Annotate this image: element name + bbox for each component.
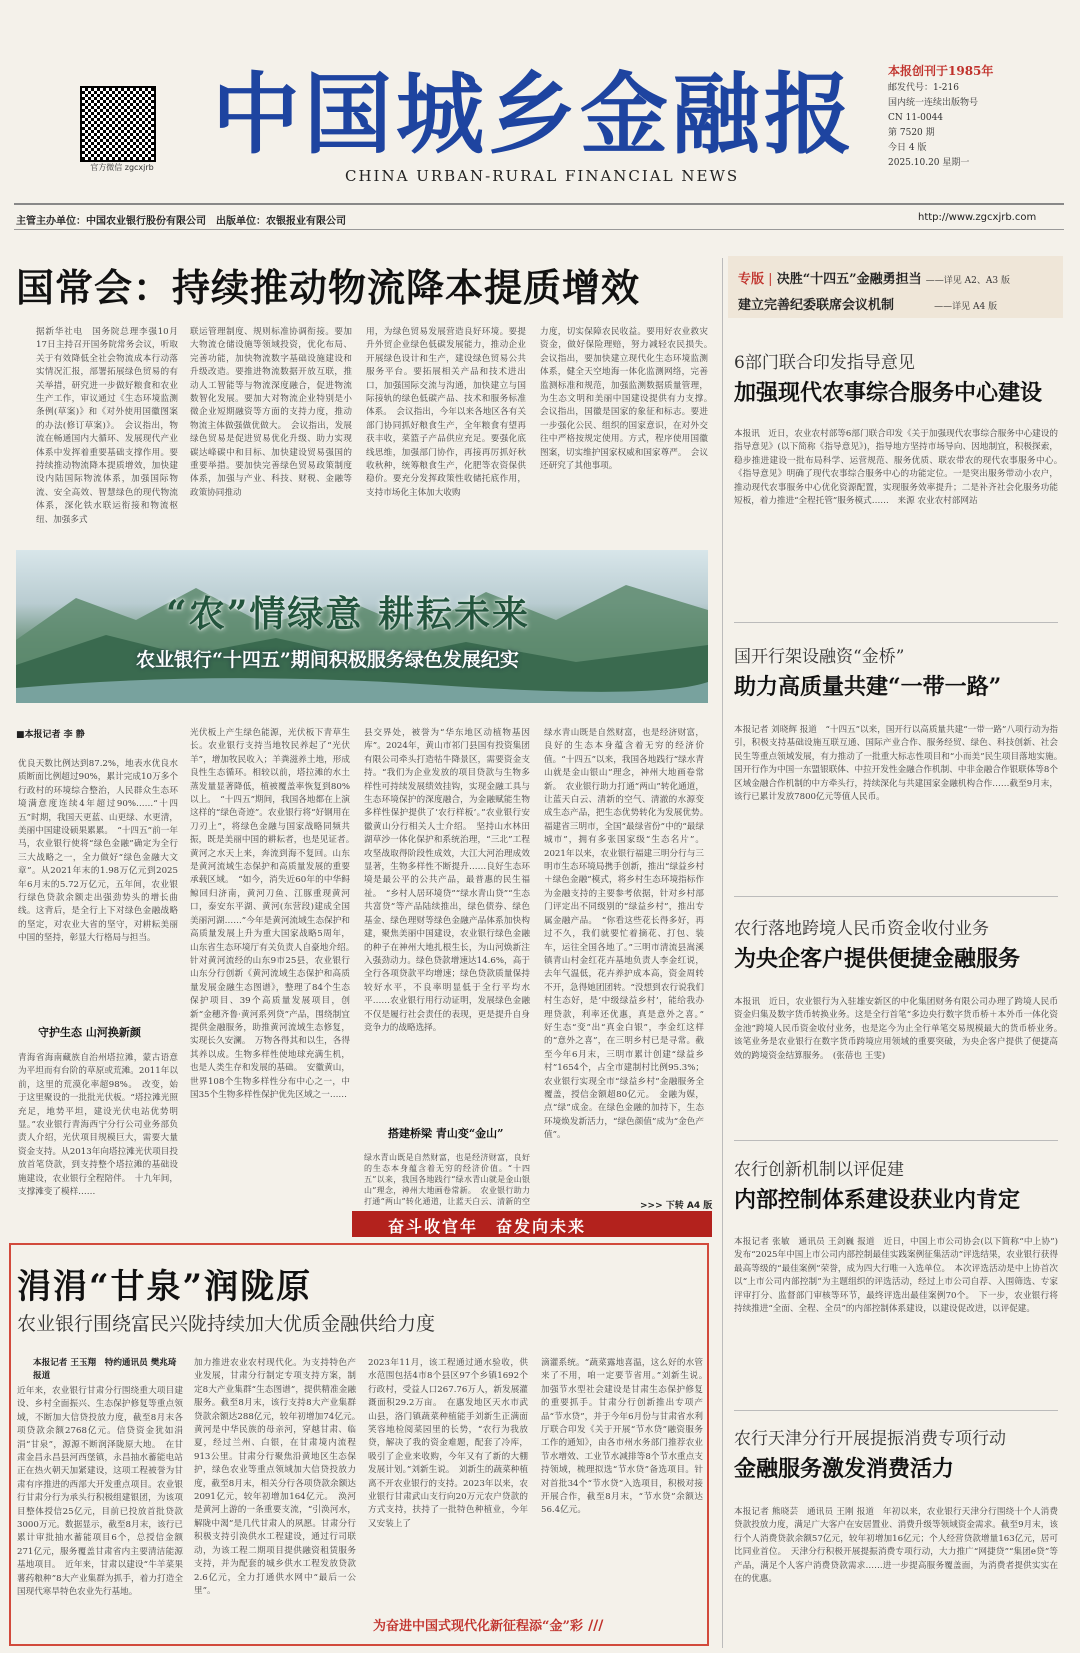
special-ref-2: ——详见 A4 版	[934, 302, 998, 312]
sponsor-divider	[14, 229, 1064, 230]
masthead	[0, 0, 1080, 205]
special-label: 专版	[738, 272, 765, 287]
article-5-body: 本报记者 熊晓芸 通讯员 王刚 报道 年初以来，农业银行天津分行围绕十个人消费贷款投放力度，满足广大客户在安居置业、消费升级等领域资金需求。截至9月末，该行个人消费贷款余额57亿元，较年初增加16亿元；个人经营贷款增量163亿元，居可比同业首位。 天津分行积极开展提振消费专项行动，大力推广“网捷贷”“集团e贷”等产品，满足个人客户消费贷款需求……进一步提高服务覆盖面，为消费者提供实实在在的优惠。	[734, 1507, 1058, 1585]
article-3-body: 本报讯 近日，农业银行为入驻雄安新区的中化集团财务有限公司办理了跨境人民币资金归集及数字货币转换业务。这是全行首笔“多边央行数字货币桥＋本外币一体化资金池”跨境人民币资金收付业务，也是迄今为止全行单笔交易规模最大的货币桥业务。 该笔业务是农业银行在数字货币跨境应用领域的重要突破，为央企客户提供了便捷高效的跨境资金结算服务。 (张蓓也 王雯)	[734, 997, 1058, 1061]
slogan-top: 奋斗收官年 奋发向未来	[388, 1217, 587, 1236]
special-line-1	[738, 268, 1010, 287]
gansu-story-box	[9, 1243, 709, 1646]
masthead-english: CHINA URBAN-RURAL FINANCIAL NEWS	[345, 167, 740, 185]
feature-subhead-2: 搭建桥梁 青山变“金山”	[388, 1127, 504, 1140]
special-line2-title: 建立完善纪委联席会议机制	[738, 298, 895, 313]
issue-number: 第 7520 期	[888, 128, 935, 138]
article-4-title: 内部控制体系建设获业内肯定	[734, 1187, 1021, 1213]
gansu-headline: 涓涓“甘泉”润陇原	[17, 1267, 313, 1307]
article-2-title: 助力高质量共建“一带一路”	[734, 674, 1002, 700]
slogan-bar	[352, 1211, 712, 1237]
banner-subtitle: 农业银行“十四五”期间积极服务绿色发展纪实	[136, 649, 519, 671]
lead-column-2: 联运管理制度、规则标准协调衔接。要加大物流仓储设施等领域投资，优化布局、完善功能，加快物流数字基础设施建设和升级改造。要推进物流数据开放互联，推动人工智能等与物流深度融合，促进物流数智化发展。要加大对物流企业特别是小微企业短期融资等方面的支持力度，推动物流主体做强做优做大。 会议指出，发展绿色贸易是促进贸易优化升级、助力实现碳达峰碳中和目标、加快建设贸易强国的重要举措。要加快完善绿色贸易政策制度体系，加强与产业、科技、财税、金融等政策协同推动	[190, 327, 352, 498]
special-title: 决胜“十四五”金融勇担当	[776, 272, 922, 287]
sidebar-divider	[722, 258, 723, 1648]
gansu-column-2: 加力推进农业农村现代化。为支持特色产业发展，甘肃分行制定专项支持方案，制定8大产业集群“生态图谱”，提供精准金融服务。截至8月末，该行支持8大产业集群贷款余额达288亿元，较年初增加74亿元。 黄河是中华民族的母亲河，穿越甘肃、临夏，经过兰州、白银，在甘肃境内流程913公里。甘肃分行聚焦沿黄地区生态保护，绿色农业等重点领域加大信贷投放力度，截至8月末，相关分行各项贷款余额达2091亿元，较年初增加164亿元。 涣河是黄河上游的一条重要支流，“引涣河水，解陇中渴”是几代甘肃人的夙愿。甘肃分行积极支持引涣供水工程建设，通过行司联动，为该工程二期项目提供融资租赁服务支持，并为配套的城乡供水工程发放贷款2.6亿元，全力打通供水网中“最后一公里”。	[194, 1358, 356, 1596]
qr-caption: 官方微信 zgcxjrb	[90, 163, 154, 172]
continued-link[interactable]: >>> 下转 A4 版	[640, 1201, 713, 1211]
gansu-column-1: 近年来，农业银行甘肃分行围绕重大项目建设、乡村全面振兴、生态保护修复等重点领域，不断加大信贷投放力度，截至8月末各项贷款余额2768亿元。信贷资金犹如涓涓“甘泉”，源源不断润泽陇原大地。 在甘肃金昌永昌县河西堡镇，永昌抽水蓄能电站正在热火朝天加紧建设，这项工程被誉为甘肃有序推进的西部大开发重点项目。农业银行甘肃分行为承头行积极组建银团，为该项目整体授信25亿元，目前已投放首批贷款3000万元。数据显示，截至8月末，该行已累计审批抽水蓄能项目6个，总授信金额271亿元，服务覆盖甘肃省内主要清洁能源基地项目。 近年来，甘肃以建设“牛羊菜果薯药粮种”8大产业集群为抓手，着力打造全国现代寒旱特色农业先行基地。	[17, 1386, 183, 1598]
landscape-photo	[16, 550, 708, 703]
slogan-stripes-icon: ///	[588, 1618, 604, 1634]
sidebar-rule-4	[734, 1410, 1058, 1411]
article-5-kicker: 农行天津分行开展提振消费专项行动	[734, 1429, 1006, 1449]
masthead-divider	[14, 203, 1064, 205]
special-ref: ——详见 A2、A3 版	[925, 276, 1010, 286]
gansu-byline: 本报记者 王玉翔 特约通讯员 樊兆琦 报道	[33, 1358, 177, 1381]
article-4-body: 本报记者 张敏 通讯员 王剑巍 报道 近日，中国上市公司协会(以下简称“中上协”)发布“2025年中国上市公司内部控制最佳实践案例征集活动”评选结果，农业银行获得最高等级的“最佳案例”荣誉，成为四大行唯一入选单位。 本次评选活动是中上协首次以“上市公司内部控制”为主题组织的评选活动，经过上市公司自荐、入围筛选、专家评审打分、监督部门审核等环节，最终评选出最佳案例70个。 下一步，农业银行将持续推进“全面、全程、全员”的内部控制体系建设，以建设促改进，以评促建。	[734, 1237, 1058, 1315]
article-4-kicker: 农行创新机制以评促建	[734, 1160, 904, 1180]
sponsor-line: 主管主办单位：中国农业银行股份有限公司 出版单位：农银报业有限公司	[16, 216, 346, 227]
gansu-subtitle: 农业银行围绕富民兴陇持续加大优质金融供给力度	[17, 1313, 436, 1335]
slogan-bottom-text: 为奋进中国式现代化新征程添“金”彩	[373, 1619, 583, 1634]
cn-code: CN 11-0044	[888, 113, 944, 123]
page-count: 今日 4 版	[888, 143, 927, 153]
feature-column-5-continued: 绿水青山既是自然财富，也是经济财富，良好的生态本身蕴含着无穷的经济价值。“十四五”以来，我国各地践行“绿水青山就是金山银山”理念，神州大地画卷常新。 农业银行助力打通“两山”转化通道，让蓝天白云、清新的空	[364, 1153, 530, 1206]
feature-column-5: 绿水青山既是自然财富，也是经济财富，良好的生态本身蕴含着无穷的经济价值。“十四五”以来，我国各地践行“绿水青山就是金山银山”理念，神州大地画卷常新。 农业银行助力打通“两山”转化通道，让蓝天白云、清新的空气、清澈的水源变成生态产品，把生态优势转化为发展优势。 福建省三明市，全国“最绿省份”中的“最绿城市”，拥有多张国家级“生态名片”。2021年以来，农业银行福建三明分行与三明市生态环境局携手创新，推出“绿益乡村＋绿色金融”模式，将乡村生态环境指标作为金融支持的主要参考依据，针对乡村部门评定出不同级别的“绿益乡村”，推出专属金融产品。 “你看这些花长得多好，再过不久，我们就要忙着摘花、打包、装车，运往全国各地了。”三明市清流县嵩溪镇青山村金红花卉基地负责人李金红说，去年气温低，花卉养护成本高，资金周转不开，急得她团团转。“没想到农行说我们村生态好，是‘中级绿益乡村’，能给我办理贷款，利率还优惠，真是意外之喜。” 好生态“变”出“真金白银”，李金红这样的“意外之喜”，在三明乡村已是寻常。截至今年6月末，三明市累计创建“绿益乡村”1654个，占全市建制村比例95.3%；农业银行实现全市“绿益乡村”金融服务全覆盖，授信金额超80亿元。 金融为媒，点“绿”成金。在绿色金融的加持下，生态环境焕发新活力，“绿色颜值”成为“金色产值”。	[544, 728, 704, 1141]
sidebar-rule-3	[734, 1140, 1058, 1141]
masthead-title: 中国城乡金融报	[212, 62, 857, 166]
feature-column-2: 青海省海南藏族自治州塔拉滩，蒙古语意为平坦而有台阶的草原或荒滩。2011年以前，这里的荒漠化率超98%。 改变，始于这里聚设的一批批光伏板。“塔拉滩光照充足，地势平坦，建设光伏电站优势明显。”农业银行青海西宁分行公司业务部负责人介绍，光伏项目规模巨大，需要大量资金支持。从2013年向塔拉滩光伏项目投放首笔贷款，到支持整个塔拉滩的基础设施建设，农业银行全程陪伴。 十九年间，支撑滩变了模样……	[18, 1053, 178, 1198]
lead-column-1: 据新华社电 国务院总理李强10月17日主持召开国务院常务会议，听取关于有效降低全社会物流成本行动落实情况汇报，部署拓展绿色贸易的有关举措，研究进一步做好粮食和农业生产工作，审议通过《生态环境监测条例(草案)》和《对外使用国徽图案的办法(修订草案)》。 会议指出，物流在畅通国内大循环、发展现代产业体系中发挥着重要基础支撑作用。要持续推动物流降本提质增效，加快建设内陆国际物流体系，加强国际物流、安全高效、智慧绿色的现代物流体系，深化铁水联运衔接和物流枢纽、加强多式	[36, 327, 178, 525]
lead-column-3: 用，为绿色贸易发展营造良好环境。要提升外贸企业绿色低碳发展能力，推动企业开展绿色设计和生产，建设绿色贸易公共服务平台。要拓展相关产品和技术进出口，加强国际交流与沟通，加快建立与国际接轨的绿色低碳产品、技术和服务标准体系。 会议指出，今年以来各地区各有关部门协同抓好粮食生产，全年粮食有望再获丰收，菜篮子产品供应充足。要强化底线思维，加强部门协作，再接再厉抓好秋收秋种，统筹粮食生产，化肥等农资保供稳价。要充分发挥政策性收储托底作用，支持市场化主体加大收购	[366, 327, 526, 498]
feature-column-1: 优良天数比例达到87.2%，地表水优良水质断面比例超过90%，累计完成10万多个行政村的环境综合整治，人民群众生态环境满意度连续4年超过90%……“十四五”时期，我国天更蓝、山更绿、水更清，美丽中国建设硕果累累。 “十四五”前一年马，农业银行使将“绿色金融”确定为全行三大战略之一，全力做好“绿色金融大文章”。从2021年末的1.98万亿元到2025年6月末的5.72万亿元，五年间，农业银行绿色贷款余额走出强劲势头的增长曲线。这背后，是全行上下对绿色金融战略的坚定，对农业大省的坚守，对耕耘美丽中国的坚持，彰显大行格局与担当。	[18, 759, 178, 944]
website-url[interactable]: http://www.zgcxjrb.com	[918, 212, 1037, 223]
special-box[interactable]	[728, 256, 1063, 318]
article-3-title: 为央企客户提供便捷金融服务	[734, 946, 1021, 972]
special-separator: |	[768, 272, 773, 287]
article-3-kicker: 农行落地跨境人民币资金收付业务	[734, 919, 989, 939]
publication-no: 国内统一连续出版物号	[888, 98, 979, 108]
sidebar-rule-2	[734, 896, 1058, 897]
qr-code-icon[interactable]	[80, 86, 156, 162]
slogan-bottom	[373, 1615, 703, 1639]
feature-column-4: 县交界处，被誉为“华东地区动植物基因库”。2024年，黄山市祁门县国有投资集团有限公司牵头打造牯牛降景区，需要资金支持。“我们为企业发放的项目贷款与生物多样性可持续发展绩效挂钩，实现金融工具与生态环境保护的深度融合，为金融赋能生物多样性保护提供了‘农行样板’。”农业银行安徽黄山分行相关人士介绍。 坚持山水林田湖草沙一体化保护和系统治理，“三北”工程攻坚战取得阶段性成效，大江大河治理成效显著，生物多样性不断提升……良好生态环境是最公平的公共产品，最普惠的民生福祉。 “乡村人居环境贷”“绿水青山贷”“生态共富贷”等产品陆续推出，绿色债券、绿色基金、绿色理财等绿色金融产品体系加快构建，聚焦美丽中国建设，农业银行绿色金融的种子在神州大地扎根生长，为山河焕新注入强劲动力。绿色贷款增速达14.6%，高于全行各项贷款平均增速；绿色贷款质量保持较好水平，不良率明显低于全行平均水平……农业银行用行动证明，发展绿色金融不仅是履行社会责任的表现，更是提升自身竞争力的战略选择。	[364, 728, 530, 1033]
gansu-column-3: 2023年11月，该工程通过通水验收，供水范围包括4市8个县区97个乡镇1692个行政村，受益人口267.76万人，新发展灌溉面积29.2万亩。 在惠发地区天水市武山县，洛门镇蔬菜种植能手刘新生正满面笑容地检阅菜园里的长势，“农行为我放贷，解决了我的资金难题，配套了冷库，吸引了企业来收购，今年又有了新的大棚发展计划。”刘新生说。 刘新生的蔬菜种植离不开农业银行的支持。2023年以来，农业银行甘肃武山支行向20万元农户贷款的方式支持，扶持了一批特色种植业，今年又安装上了	[368, 1358, 528, 1529]
feature-column-3: 光伏板上产生绿色能源，光伏板下青草生长。农业银行支持当地牧民养起了“光伏羊”，增加牧民收入；羊粪滋养土地，形成良性生态循环。相较以前，塔拉滩的水土蒸发量显著降低，植被覆盖率恢复到80%以上。 “十四五”期间，我国各地都在上演这样的“绿色奇迹”。农业银行将“好钢用在刀刃上”，将绿色金融与国家战略同频共振，既是美丽中国的耕耘者，也是见证者。 黄河之水天上来，奔流到海不复回。山东是黄河流域生态保护和高质量发展的重要承载区域。 “如今，消失近60年的中华鲟鲸回归济南，黄河刀鱼、江豚重现黄河口，泰安东平湖、黄河(东营段)建成全国美丽河湖……”今年是黄河流域生态保护和高质量发展上升为重大国家战略5周年，山东省生态环境厅有关负责人自豪地介绍。 针对黄河流经的山东9市25县，农业银行山东分行创新《黄河流域生态保护和高质量发展金融生态图谱》，整理了84个生态保护项目、39个高质量发展项目，创新“金穗齐鲁·黄河系列贷”产品，围绕制宜提供金融服务，助推黄河流域生态修复，实现长久安澜。 万物各得其和以生，各得其养以成。生物多样性使地球充满生机，也是人类生存和发展的基础。 安徽黄山，世界108个生物多样性分布中心之一，中国35个生物多样性保护优先区域之一……	[190, 728, 350, 1100]
article-1-body: 本报讯 近日，农业农村部等6部门联合印发《关于加强现代农事综合服务中心建设的指导意见》(以下简称《指导意见》)，指导地方坚持市场导向、因地制宜，积极探索，稳步推进建设一批布局科学、运营规范、服务优质、联农带农的现代农事服务中心。 《指导意见》明确了现代农事综合服务中心的功能定位。一是突出服务带动小农户，推动现代农事服务中心优化资源配置，实现服务效率提升；二是补齐社会化服务功能短板，着力推进“全程托管”服务模式…… 来源 农业农村部网站	[734, 429, 1058, 507]
masthead-info	[888, 64, 1038, 171]
founded-label: 本报创刊于1985年	[888, 64, 994, 78]
feature-byline: ■本报记者 李 静	[16, 730, 85, 740]
article-2-body: 本报记者 刘晓辉 报道 “十四五”以来，国开行以高质量共建“一带一路”八项行动为指引，积极支持基础设施互联互通、国际产业合作、服务经贸、绿色、科技创新、社会民生等重点领域发展，有力推动了一批重大标志性项目和“小而美”民生项目落地实施。 国开行作为中国一东盟银联体、中拉开发性金融合作机制、中非金融合作银联体等8个区域金融合作机制的中方牵头行，持续深化与共建国家金融机构合作……截至9月末，该行已累计发放7800亿元等值人民币。	[734, 725, 1058, 803]
sidebar-rule-1	[734, 622, 1058, 623]
banner-title: “农”情绿意 耕耘未来	[166, 593, 530, 635]
issue-date: 2025.10.20 星期一	[888, 158, 970, 168]
article-1-title: 加强现代农事综合服务中心建设	[734, 380, 1043, 406]
special-line-2	[738, 294, 997, 313]
article-5-title: 金融服务激发消费活力	[734, 1456, 955, 1482]
article-1-kicker: 6部门联合印发指导意见	[734, 353, 915, 373]
article-2-kicker: 国开行架设融资“金桥”	[734, 647, 905, 667]
issue-code: 邮发代号：1-216	[888, 83, 959, 93]
lead-headline: 国常会：持续推动物流降本提质增效	[16, 265, 641, 310]
gansu-column-4: 滴灌系统。“蔬菜露地喜温，这么好的水管来了不用，咱一定要节省用。”刘新生说。 加强节水型社会建设是甘肃生态保护修复的重要抓手。甘肃分行创新推出专项产品“节水贷”，并于今年6月份与甘肃省水利厅联合印发《关于开展“节水贷”融资服务工作的通知》，由各市州水务部门推荐农业节水增效、工业节水减排等8个节水重点支持领域，梳理拟选“节水贷”备选项目。针对首批34个“节水贷”入选项目，积极对接开展合作，截至8月末，“节水贷”余额达56.4亿元。	[541, 1358, 703, 1516]
feature-subhead-1: 守护生态 山河换新颜	[38, 1026, 141, 1039]
lead-column-4: 力度，切实保障农民收益。要用好农业救灾资金，做好保险理赔，努力减轻农民损失。 会议指出，要加快建立现代化生态环境监测体系，健全天空地海一体化监测网络，完善监测标准和规范，加强监测数据质量管理，为生态文明和美丽中国建设提供有力支撑。 会议指出，国徽是国家的象征和标志。要进一步强化公民、组织的国家意识，在对外交往中严格按规定使用。方式，程序使用国徽图案，切实维护国家权威和国家尊严。 会议还研究了其他事项。	[540, 327, 708, 472]
